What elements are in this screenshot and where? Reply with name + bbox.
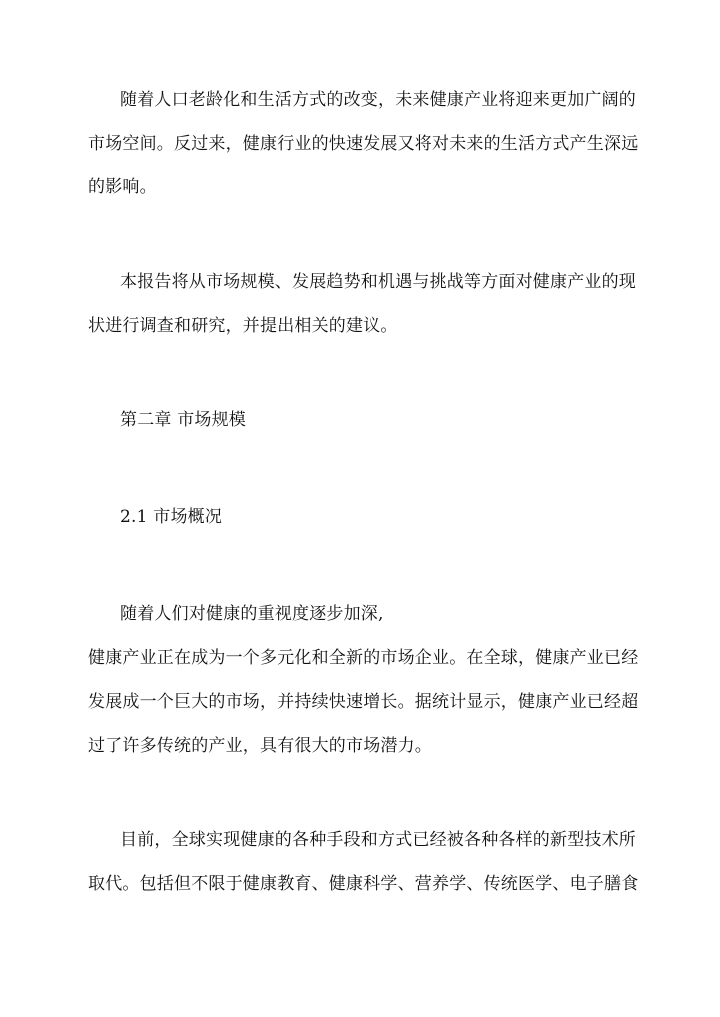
paragraph-2-line-1: 本报告将从市场规模、发展趋势和机遇与挑战等方面对健康产业的现 (120, 272, 636, 292)
paragraph-1-line-2: 市场空间。反过来，健康行业的快速发展又将对未来的生活方式产生深远 (88, 134, 639, 154)
paragraph-4-line-2: 取代。包括但不限于健康教育、健康科学、营养学、传统医学、电子膳食 (88, 874, 639, 894)
paragraph-1-line-3: 的影响。 (88, 177, 157, 197)
section-heading: 2.1 市场概况 (120, 507, 223, 527)
paragraph-1-line-1: 随着人口老龄化和生活方式的改变，未来健康产业将迎来更加广阔的 (120, 90, 636, 110)
paragraph-4-line-1: 目前，全球实现健康的各种手段和方式已经被各种各样的新型技术所 (120, 830, 636, 850)
paragraph-3-line-2: 健康产业正在成为一个多元化和全新的市场企业。在全球，健康产业已经 (88, 648, 639, 668)
paragraph-2-line-2: 状进行调查和研究，并提出相关的建议。 (88, 316, 398, 336)
chapter-heading: 第二章 市场规模 (120, 410, 247, 430)
paragraph-3-line-1: 随着人们对健康的重视度逐步加深, (120, 604, 384, 624)
paragraph-3-line-3: 发展成一个巨大的市场，并持续快速增长。据统计显示，健康产业已经超 (88, 692, 639, 712)
paragraph-3-line-4: 过了许多传统的产业，具有很大的市场潜力。 (88, 736, 432, 756)
